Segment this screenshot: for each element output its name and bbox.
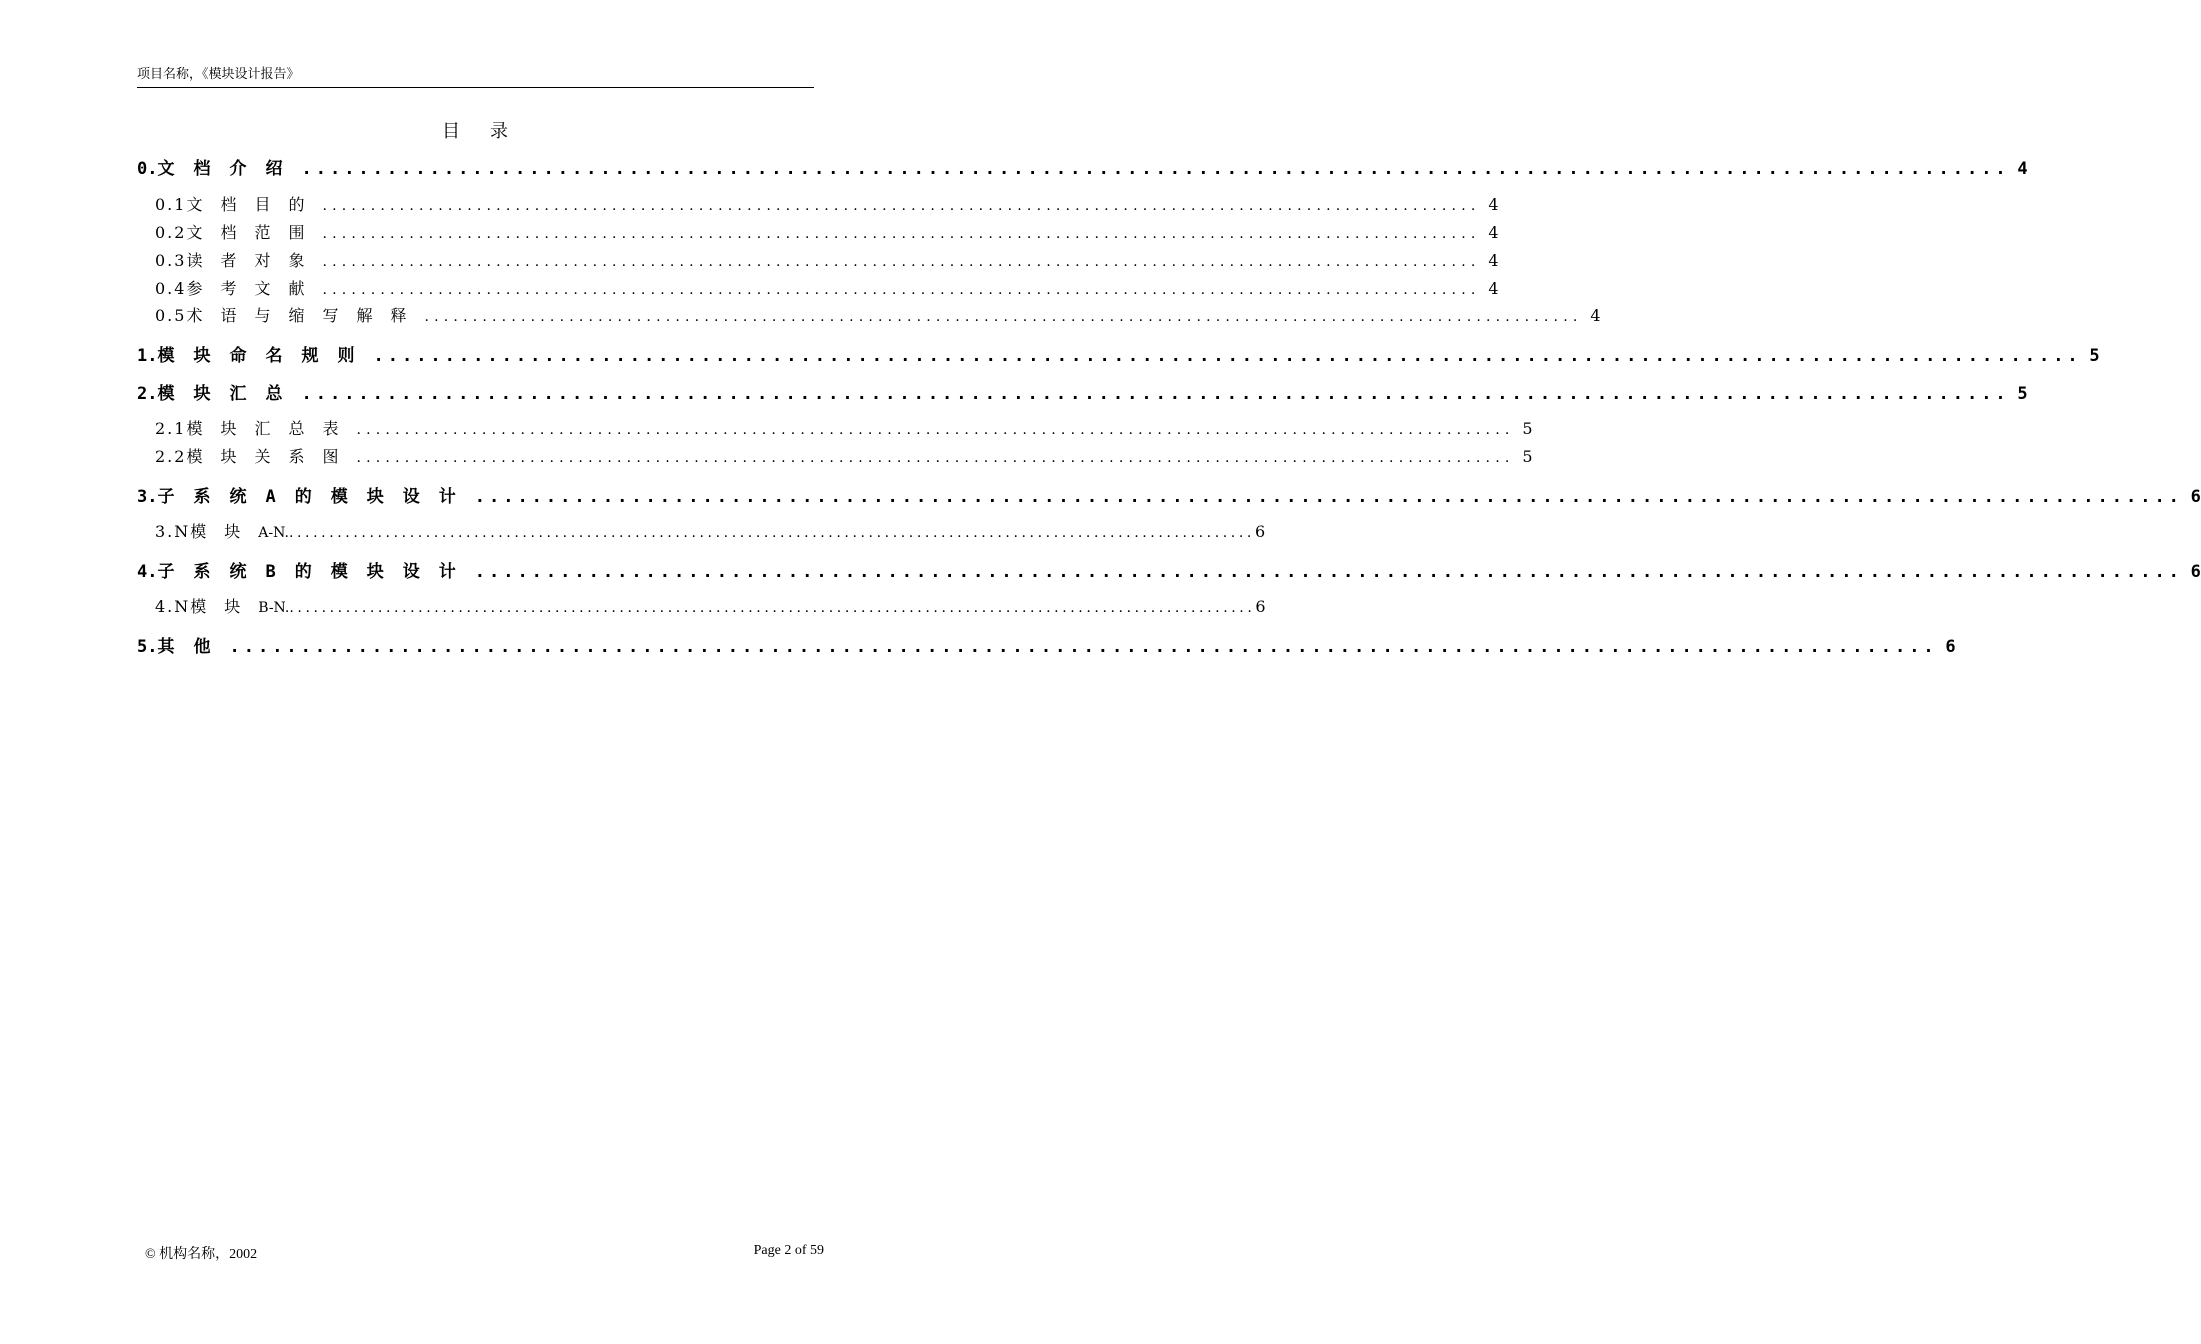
- toc-entry-page: 5: [1522, 419, 1533, 438]
- toc-entry-page: 6: [1945, 637, 1956, 657]
- toc-entry[interactable]: [137, 482, 2201, 507]
- toc-entry[interactable]: [155, 276, 1499, 299]
- toc-entry-number: 3.N: [155, 522, 191, 541]
- toc-entry[interactable]: [137, 154, 2028, 179]
- toc-entry-number: 0.: [137, 159, 158, 179]
- toc-entry-label: 模块: [190, 597, 259, 616]
- toc-entry[interactable]: [155, 416, 1533, 439]
- toc-leader-dots: ........................................................................................................................: [356, 450, 1515, 466]
- toc-entry-number: 0.4: [155, 279, 187, 298]
- toc-entry-number: 2.1: [155, 419, 187, 438]
- toc-entry-label: 文档介绍: [157, 159, 302, 179]
- toc-entry-label: 模块: [190, 522, 259, 541]
- toc-entry-label: 模块命名规则: [157, 346, 374, 366]
- toc-entry-label: 子系统A的模块设计: [157, 487, 475, 507]
- toc-entry-label: 模块汇总: [157, 384, 302, 404]
- toc-leader-dots: ........................................................................................................................: [356, 422, 1515, 438]
- toc-entry-number: 2.: [137, 384, 158, 404]
- toc-entry-page: 6: [1254, 522, 1266, 541]
- toc-leader-dots: ........................................................................................................................: [322, 198, 1481, 214]
- toc-leader-dots: ........................................................................................................................: [289, 600, 1256, 616]
- toc-entry-number: 4.N: [155, 597, 191, 616]
- toc-entry-number: 0.3: [155, 251, 187, 270]
- toc-entry-label: 读者对象: [186, 251, 323, 270]
- toc-entry[interactable]: [155, 220, 1499, 243]
- toc-leader-dots: ........................................................................................................................: [474, 487, 2183, 507]
- toc-entry-label: 模块汇总表: [186, 419, 357, 438]
- toc-leader-dots: ........................................................................................................................: [474, 562, 2183, 582]
- toc-entry-page: 6: [2190, 487, 2201, 507]
- toc-entry-label: 其他: [157, 637, 230, 657]
- toc-entry[interactable]: [137, 557, 2201, 582]
- toc-entry-number: 4.: [137, 562, 158, 582]
- toc-leader-dots: ........................................................................................................................: [373, 346, 2082, 366]
- toc-entry-label: 文档范围: [186, 223, 323, 242]
- toc-entry[interactable]: [155, 303, 1601, 326]
- toc-entry[interactable]: [155, 192, 1499, 215]
- toc-entry-label: 文档目的: [186, 195, 323, 214]
- toc-entry-page: 6: [2190, 562, 2201, 582]
- toc-entry-page: 4: [1590, 306, 1601, 325]
- toc-entry-label: 术语与缩写解释: [186, 306, 425, 325]
- toc-entry-suffix: B-N.: [258, 600, 290, 616]
- toc-entry[interactable]: [155, 444, 1533, 467]
- toc-entry-number: 1.: [137, 346, 158, 366]
- toc-leader-dots: ........................................................................................................................: [229, 637, 1938, 657]
- toc-title: 目录: [442, 121, 538, 142]
- page-indicator: Page 2 of 59: [753, 1243, 824, 1258]
- toc-entry[interactable]: [155, 248, 1499, 271]
- toc-entry-label: 子系统B的模块设计: [157, 562, 475, 582]
- toc-leader-dots: ........................................................................................................................: [322, 282, 1481, 298]
- toc-entry-page: 5: [1522, 447, 1533, 466]
- toc-leader-dots: ........................................................................................................................: [322, 254, 1481, 270]
- toc-entry-page: 4: [1488, 223, 1499, 242]
- toc-entry-label: 模块关系图: [186, 447, 357, 466]
- toc-entry-number: 0.5: [155, 306, 187, 325]
- toc-entry-suffix: A-N.: [258, 525, 289, 541]
- page-footer: [145, 1243, 824, 1263]
- project-title: 项目名称，《模块设计报告》: [137, 67, 300, 82]
- toc-entry-page: 6: [1255, 597, 1266, 616]
- toc-entry-page: 4: [1488, 279, 1499, 298]
- toc-entry[interactable]: [155, 519, 1266, 542]
- toc-entry-page: 5: [2089, 346, 2100, 366]
- toc-entry-label: 参考文献: [186, 279, 323, 298]
- toc-entry[interactable]: [137, 379, 2028, 404]
- toc-leader-dots: ........................................................................................................................: [424, 309, 1583, 325]
- toc-entry-number: 0.1: [155, 195, 187, 214]
- toc-leader-dots: ........................................................................................................................: [301, 384, 2010, 404]
- toc-leader-dots: ........................................................................................................................: [301, 159, 2010, 179]
- toc-entry[interactable]: [137, 632, 1956, 657]
- toc-entry[interactable]: [155, 594, 1266, 617]
- toc-entry-number: 0.2: [155, 223, 187, 242]
- toc-entry-number: 3.: [137, 487, 158, 507]
- toc-entry-page: 4: [1488, 195, 1499, 214]
- toc-entry-page: 4: [1488, 251, 1499, 270]
- copyright-text: © 机构名称，2002: [145, 1247, 258, 1262]
- toc-entry-number: 2.2: [155, 447, 187, 466]
- toc-entry[interactable]: [137, 341, 2100, 366]
- toc-entry-page: 5: [2017, 384, 2028, 404]
- toc-leader-dots: ........................................................................................................................: [322, 226, 1481, 242]
- toc-entry-page: 4: [2017, 159, 2028, 179]
- toc-leader-dots: ........................................................................................................................: [288, 525, 1255, 541]
- toc-entry-number: 5.: [137, 637, 158, 657]
